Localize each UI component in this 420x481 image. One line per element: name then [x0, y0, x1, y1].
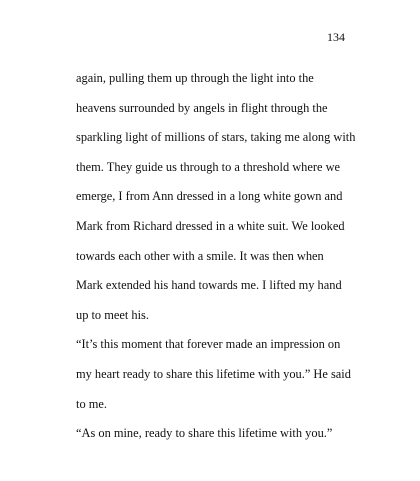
- body-text: [76, 64, 376, 449]
- dialogue-line: to me.: [76, 396, 107, 411]
- text-line: up to meet his.: [76, 307, 149, 322]
- dialogue-line: “It’s this moment that forever made an impression on: [76, 337, 341, 352]
- text-line: Mark from Richard dressed in a white suit. We looked: [76, 218, 345, 233]
- dialogue-line: “As on mine, ready to share this lifetime with you.”: [76, 426, 333, 441]
- text-line: heavens surrounded by angels in flight through the: [76, 100, 328, 115]
- text-line: towards each other with a smile. It was then when: [76, 248, 324, 263]
- dialogue-line: my heart ready to share this lifetime with you.” He said: [76, 366, 351, 381]
- page-number: 134: [327, 30, 345, 44]
- text-line: again, pulling them up through the light into the: [76, 71, 314, 85]
- text-line: Mark extended his hand towards me. I lifted my hand: [76, 278, 342, 293]
- text-line: sparkling light of millions of stars, taking me along with: [76, 130, 356, 145]
- text-line: them. They guide us through to a threshold where we: [76, 159, 341, 174]
- text-line: emerge, I from Ann dressed in a long white gown and: [76, 189, 343, 204]
